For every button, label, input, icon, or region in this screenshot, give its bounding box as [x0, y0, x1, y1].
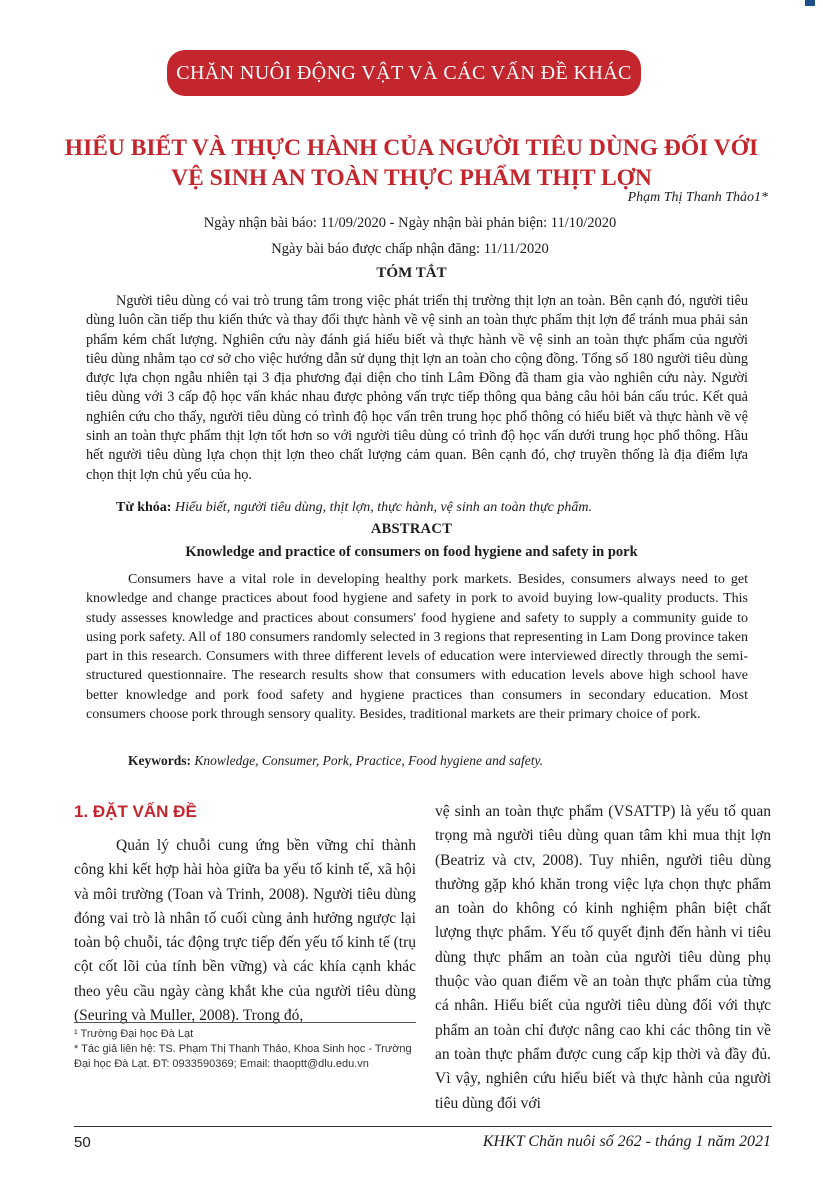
title-line-2: VỆ SINH AN TOÀN THỰC PHẨM THỊT LỢN [171, 165, 652, 191]
right-column-text: vệ sinh an toàn thực phẩm (VSATTP) là yếu tố quan trọng mà người tiêu dùng quan tâm khi mua thịt lợn (Beatriz và ctv, 2008). Tuy nhiên, người tiêu dùng thường gặp khó khăn trong việc lựa chọn thực phẩm an toàn do không có kinh nghiệm phân biệt chất lượng thực phẩm. Yếu tố quyết định đến hành vi tiêu dùng thực phẩm an toàn của người tiêu dùng phụ thuộc vào quan điểm về an toàn thực phẩm của từng cá nhân. Hiểu biết của người tiêu dùng đối với thực phẩm an toàn chỉ được nâng cao khi các thông tin về an toàn thực phẩm được cung cấp kịp thời và đầy đủ. Vì vậy, nghiên cứu hiểu biết và thực hành của người tiêu dùng đối với [435, 803, 771, 1112]
english-title: Knowledge and practice of consumers on food hygiene and safety in pork [185, 544, 638, 560]
tom-tat-heading: TÓM TẮT [376, 265, 447, 281]
footnote-affiliation: ¹ Trường Đại học Đà Lạt [74, 1028, 194, 1040]
left-column-text: Quản lý chuỗi cung ứng bền vững chỉ thành công khi kết hợp hài hòa giữa ba yếu tố kinh tế, xã hội và môi trường (Toan và Trinh, 2008). Người tiêu dùng đóng vai trò là nhân tố cuối cùng ảnh hưởng ngược lại toàn bộ chuỗi, tác động trực tiếp đến yếu tố kinh tế (trụ cột cốt lõi của tính bền vững) và các khía cạnh khác theo yêu cầu ngày càng khắt khe của người tiêu dùng (Seuring và Muller, 2008). Trong đó, [74, 837, 416, 1025]
section-banner [167, 50, 641, 96]
section-heading: 1. ĐẶT VẤN ĐỀ [74, 802, 197, 821]
left-column [74, 800, 416, 1028]
right-column [435, 800, 771, 1116]
abstract-body: Consumers have a vital role in developing healthy pork markets. Besides, consumers always need to get knowledge and change practices about food hygiene and safety in pork to avoid buying low-quality products. This study assesses knowledge and practices about consumers' food hygiene and safety to supply a community guide to using pork safety. All of 180 consumers randomly selected in 3 regions that representing in Lam Dong province taken part in this research. Consumers with three different levels of education were interviewed directly through the semi-structured questionnaire. The research results show that consumers with education levels above high school have better knowledge and pork food safety and hygiene practices than consumers in secondary education. Most consumers choose pork through sensory quality. Besides, traditional markets are their primary choice of pork. [86, 572, 748, 723]
tu-khoa-list: Hiểu biết, người tiêu dùng, thịt lợn, thực hành, vệ sinh an toàn thực phẩm. [174, 500, 592, 515]
received-dates: Ngày nhận bài báo: 11/09/2020 - Ngày nhận bài phản biện: 11/10/2020 [203, 215, 617, 231]
corner-mark [805, 0, 815, 6]
page-number: 50 [74, 1134, 91, 1151]
tu-khoa-label: Từ khóa: [116, 500, 172, 515]
title-line-1: HIỂU BIẾT VÀ THỰC HÀNH CỦA NGƯỜI TIÊU DÙNG ĐỐI VỚI [64, 135, 759, 161]
footer-divider [74, 1126, 772, 1127]
keywords [128, 753, 748, 769]
tu-khoa [116, 500, 756, 516]
author: Phạm Thị Thanh Thảo1* [627, 190, 768, 205]
footnote-contact: * Tác giả liên hệ: TS. Phạm Thị Thanh Thảo, Khoa Sinh học - Trường Đại học Đà Lạt. ĐT: 0933590369; Email: thaoptt@dlu.edu.vn [74, 1043, 412, 1070]
accepted-date: Ngày bài báo được chấp nhận đăng: 11/11/2020 [271, 241, 549, 257]
banner-text: CHĂN NUÔI ĐỘNG VẬT VÀ CÁC VẤN ĐỀ KHÁC [176, 61, 632, 84]
tom-tat-body: Người tiêu dùng có vai trò trung tâm trong việc phát triển thị trường thịt lợn an toàn. Bên cạnh đó, người tiêu dùng luôn cần tiếp thu kiến thức và thay đổi thực hành về vệ sinh an toàn thực phẩm thịt lợn để tránh mua phải sản phẩm kém chất lượng. Nghiên cứu này đánh giá hiểu biết và thực hành về vệ sinh an toàn thực phẩm của người tiêu dùng nhằm tạo cơ sở cho việc hướng dẫn sử dụng thịt lợn an toàn cho cộng đồng. Tổng số 180 người tiêu dùng được lựa chọn ngẫu nhiên tại 3 địa phương đại diện cho tỉnh Lâm Đồng đã tham gia vào nghiên cứu này. Người tiêu dùng với 3 cấp độ học vấn khác nhau được phỏng vấn trực tiếp thông qua bảng câu hỏi bán cấu trúc. Kết quả nghiên cứu cho thấy, người tiêu dùng có trình độ học vấn trên trung học phổ thông có hiểu biết và thực hành về vệ sinh an toàn thực phẩm thịt lợn tốt hơn so với người tiêu dùng có trình độ học vấn dưới trung học phổ thông. Hầu hết người tiêu dùng lựa chọn thịt lợn theo chất lượng cảm quan. Bên cạnh đó, chợ truyền thống là địa điểm lựa chọn thịt lợn chủ yếu của họ. [86, 293, 748, 483]
keywords-label: Keywords: [128, 753, 191, 768]
journal-info: KHKT Chăn nuôi số 262 - tháng 1 năm 2021 [482, 1133, 771, 1150]
keywords-list: Knowledge, Consumer, Pork, Practice, Food hygiene and safety. [194, 753, 544, 768]
footnotes [74, 1022, 416, 1072]
article-title [60, 133, 763, 193]
abstract-heading: ABSTRACT [370, 521, 453, 537]
